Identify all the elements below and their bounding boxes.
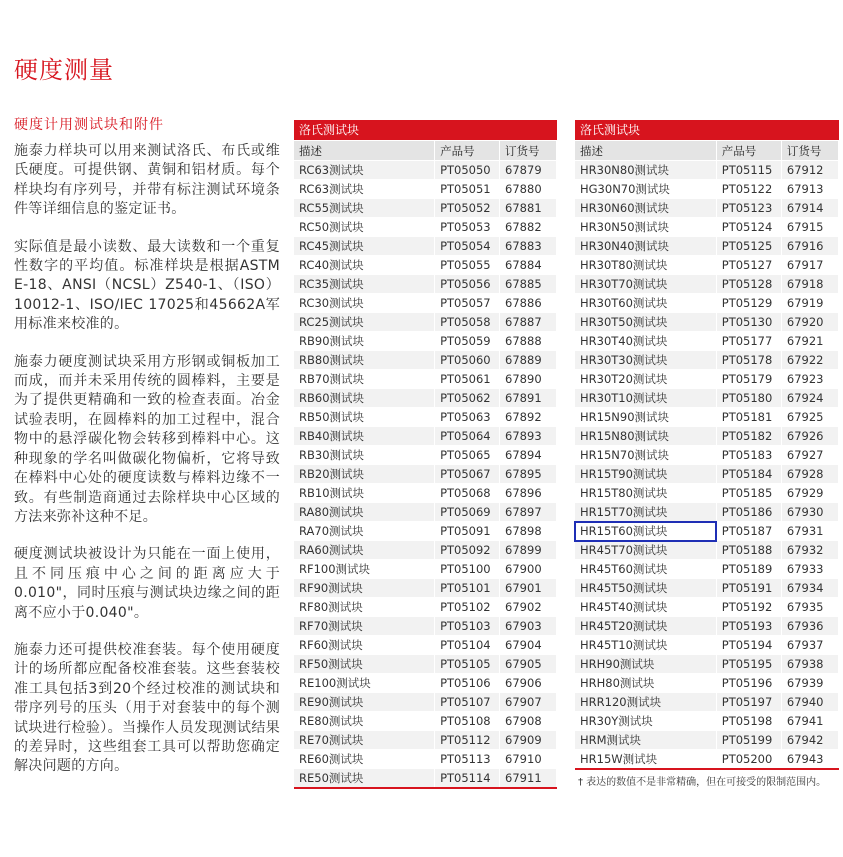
cell-order-no: 67892 bbox=[500, 408, 557, 427]
table-row bbox=[294, 579, 557, 598]
table-row bbox=[575, 332, 839, 351]
table-row bbox=[294, 389, 557, 408]
cell-order-no: 67891 bbox=[500, 389, 557, 408]
cell-order-no: 67904 bbox=[500, 636, 557, 655]
table-row bbox=[575, 408, 839, 427]
cell-description: HRH90测试块 bbox=[575, 655, 716, 674]
cell-product-no: PT05102 bbox=[435, 598, 500, 617]
cell-product-no: PT05200 bbox=[716, 750, 781, 770]
cell-product-no: PT05178 bbox=[716, 351, 781, 370]
table-row bbox=[294, 598, 557, 617]
cell-product-no: PT05107 bbox=[435, 693, 500, 712]
table-row bbox=[575, 199, 839, 218]
cell-order-no: 67888 bbox=[500, 332, 557, 351]
cell-description: HR30N40测试块 bbox=[575, 237, 716, 256]
cell-order-no: 67925 bbox=[781, 408, 838, 427]
cell-order-no: 67913 bbox=[781, 180, 838, 199]
cell-product-no: PT05056 bbox=[435, 275, 500, 294]
table-row bbox=[294, 351, 557, 370]
cell-description: HR45T10测试块 bbox=[575, 636, 716, 655]
cell-description: RF80测试块 bbox=[294, 598, 435, 617]
table-row bbox=[575, 313, 839, 332]
table-row bbox=[575, 465, 839, 484]
cell-order-no: 67893 bbox=[500, 427, 557, 446]
table-row bbox=[294, 655, 557, 674]
cell-order-no: 67914 bbox=[781, 199, 838, 218]
table-row bbox=[294, 484, 557, 503]
cell-product-no: PT05192 bbox=[716, 598, 781, 617]
cell-product-no: PT05191 bbox=[716, 579, 781, 598]
cell-description: HG30N70测试块 bbox=[575, 180, 716, 199]
cell-description: HR30T10测试块 bbox=[575, 389, 716, 408]
cell-order-no: 67902 bbox=[500, 598, 557, 617]
cell-order-no: 67906 bbox=[500, 674, 557, 693]
table-row bbox=[294, 218, 557, 237]
cell-product-no: PT05105 bbox=[435, 655, 500, 674]
column-header-description: 描述 bbox=[575, 141, 716, 161]
cell-order-no: 67883 bbox=[500, 237, 557, 256]
cell-description: HR15W测试块 bbox=[575, 750, 716, 770]
cell-product-no: PT05106 bbox=[435, 674, 500, 693]
table-row bbox=[575, 674, 839, 693]
column-header-order-no: 订货号 bbox=[500, 141, 557, 161]
cell-order-no: 67881 bbox=[500, 199, 557, 218]
cell-order-no: 67932 bbox=[781, 541, 838, 560]
cell-product-no: PT05197 bbox=[716, 693, 781, 712]
table-row bbox=[294, 522, 557, 541]
cell-order-no: 67928 bbox=[781, 465, 838, 484]
cell-description: HR30T40测试块 bbox=[575, 332, 716, 351]
cell-description: HRH80测试块 bbox=[575, 674, 716, 693]
cell-product-no: PT05061 bbox=[435, 370, 500, 389]
table-row bbox=[294, 408, 557, 427]
table-row bbox=[575, 636, 839, 655]
cell-description: HR30N50测试块 bbox=[575, 218, 716, 237]
cell-description: HR45T50测试块 bbox=[575, 579, 716, 598]
table-row bbox=[294, 332, 557, 351]
table-row bbox=[575, 180, 839, 199]
cell-order-no: 67897 bbox=[500, 503, 557, 522]
cell-description: RC25测试块 bbox=[294, 313, 435, 332]
cell-product-no: PT05101 bbox=[435, 579, 500, 598]
cell-description: RB50测试块 bbox=[294, 408, 435, 427]
cell-product-no: PT05122 bbox=[716, 180, 781, 199]
table-row bbox=[294, 446, 557, 465]
cell-description: HR30N80测试块 bbox=[575, 161, 716, 180]
column-header-product-no: 产品号 bbox=[716, 141, 781, 161]
table-row bbox=[294, 256, 557, 275]
table-row bbox=[575, 256, 839, 275]
cell-description: HR15T90测试块 bbox=[575, 465, 716, 484]
cell-order-no: 67900 bbox=[500, 560, 557, 579]
cell-description: RC63测试块 bbox=[294, 161, 435, 180]
table-row bbox=[294, 750, 557, 769]
table-row bbox=[575, 294, 839, 313]
paragraph-1: 施泰力样块可以用来测试洛氏、布氏或维氏硬度。可提供钢、黄铜和铝材质。每个样块均有序列号，并带有标注测试环境条件等详细信息的鉴定证书。 bbox=[14, 143, 280, 218]
cell-description: RC30测试块 bbox=[294, 294, 435, 313]
cell-product-no: PT05050 bbox=[435, 161, 500, 180]
cell-description: RC40测试块 bbox=[294, 256, 435, 275]
cell-product-no: PT05186 bbox=[716, 503, 781, 522]
cell-description: HR15T70测试块 bbox=[575, 503, 716, 522]
table-row bbox=[575, 503, 839, 522]
cell-product-no: PT05184 bbox=[716, 465, 781, 484]
cell-product-no: PT05187 bbox=[716, 522, 781, 541]
cell-order-no: 67934 bbox=[781, 579, 838, 598]
cell-product-no: PT05194 bbox=[716, 636, 781, 655]
cell-order-no: 67915 bbox=[781, 218, 838, 237]
table-row bbox=[294, 560, 557, 579]
cell-product-no: PT05185 bbox=[716, 484, 781, 503]
test-block-table bbox=[294, 141, 557, 789]
table-row bbox=[294, 294, 557, 313]
cell-description: HR30Y测试块 bbox=[575, 712, 716, 731]
cell-description: RE60测试块 bbox=[294, 750, 435, 769]
cell-order-no: 67905 bbox=[500, 655, 557, 674]
table-row bbox=[575, 446, 839, 465]
cell-product-no: PT05196 bbox=[716, 674, 781, 693]
cell-description: RB20测试块 bbox=[294, 465, 435, 484]
table-row bbox=[294, 541, 557, 560]
cell-order-no: 67894 bbox=[500, 446, 557, 465]
cell-description: HR15T80测试块 bbox=[575, 484, 716, 503]
cell-order-no: 67942 bbox=[781, 731, 838, 750]
cell-product-no: PT05060 bbox=[435, 351, 500, 370]
cell-order-no: 67912 bbox=[781, 161, 838, 180]
cell-product-no: PT05104 bbox=[435, 636, 500, 655]
table-row bbox=[294, 313, 557, 332]
cell-order-no: 67916 bbox=[781, 237, 838, 256]
paragraph-2: 实际值是最小读数、最大读数和一个重复性数字的平均值。标准样块是根据ASTM E-18、ANSI（NCSL）Z540-1、（ISO）10012-1、ISO/IEC 17025和45662A军用标准来校准的。 bbox=[14, 238, 280, 333]
table-row bbox=[294, 199, 557, 218]
cell-description: HR15N90测试块 bbox=[575, 408, 716, 427]
cell-description: HR30T50测试块 bbox=[575, 313, 716, 332]
cell-product-no: PT05198 bbox=[716, 712, 781, 731]
table-row bbox=[575, 484, 839, 503]
cell-order-no: 67931 bbox=[781, 522, 838, 541]
table-row bbox=[575, 693, 839, 712]
cell-order-no: 67924 bbox=[781, 389, 838, 408]
cell-product-no: PT05059 bbox=[435, 332, 500, 351]
cell-description: RB40测试块 bbox=[294, 427, 435, 446]
cell-order-no: 67941 bbox=[781, 712, 838, 731]
cell-description: RF70测试块 bbox=[294, 617, 435, 636]
cell-description: HR15T60测试块 bbox=[575, 522, 716, 541]
cell-order-no: 67922 bbox=[781, 351, 838, 370]
cell-order-no: 67903 bbox=[500, 617, 557, 636]
cell-description: RE50测试块 bbox=[294, 769, 435, 789]
cell-description: HR15N80测试块 bbox=[575, 427, 716, 446]
cell-product-no: PT05069 bbox=[435, 503, 500, 522]
cell-order-no: 67940 bbox=[781, 693, 838, 712]
cell-product-no: PT05103 bbox=[435, 617, 500, 636]
cell-order-no: 67880 bbox=[500, 180, 557, 199]
cell-description: HRM测试块 bbox=[575, 731, 716, 750]
section-heading: 硬度计用测试块和附件 bbox=[14, 117, 164, 133]
cell-order-no: 67936 bbox=[781, 617, 838, 636]
cell-description: RA70测试块 bbox=[294, 522, 435, 541]
cell-order-no: 67933 bbox=[781, 560, 838, 579]
paragraph-4: 硬度测试块被设计为只能在一面上使用，且不同压痕中心之间的距离应大于0.010"，同时压痕与测试块边缘之间的距离不应小于0.040"。 bbox=[14, 546, 280, 621]
cell-order-no: 67882 bbox=[500, 218, 557, 237]
table-row bbox=[294, 693, 557, 712]
cell-description: RA60测试块 bbox=[294, 541, 435, 560]
cell-product-no: PT05189 bbox=[716, 560, 781, 579]
table-row bbox=[575, 579, 839, 598]
cell-product-no: PT05177 bbox=[716, 332, 781, 351]
cell-description: RE80测试块 bbox=[294, 712, 435, 731]
cell-product-no: PT05108 bbox=[435, 712, 500, 731]
cell-description: HRR120测试块 bbox=[575, 693, 716, 712]
cell-order-no: 67884 bbox=[500, 256, 557, 275]
cell-description: RA80测试块 bbox=[294, 503, 435, 522]
table-row bbox=[294, 427, 557, 446]
table-row bbox=[294, 617, 557, 636]
page-title: 硬度测量 bbox=[14, 56, 114, 84]
cell-description: RF100测试块 bbox=[294, 560, 435, 579]
table-row bbox=[575, 541, 839, 560]
cell-description: HR30T30测试块 bbox=[575, 351, 716, 370]
cell-description: HR30N60测试块 bbox=[575, 199, 716, 218]
table-title: 洛氏测试块 bbox=[575, 120, 839, 141]
cell-product-no: PT05127 bbox=[716, 256, 781, 275]
cell-description: RF50测试块 bbox=[294, 655, 435, 674]
cell-product-no: PT05193 bbox=[716, 617, 781, 636]
cell-product-no: PT05057 bbox=[435, 294, 500, 313]
table-row bbox=[294, 465, 557, 484]
cell-product-no: PT05058 bbox=[435, 313, 500, 332]
cell-description: HR45T60测试块 bbox=[575, 560, 716, 579]
column-header-product-no: 产品号 bbox=[435, 141, 500, 161]
cell-order-no: 67887 bbox=[500, 313, 557, 332]
cell-product-no: PT05064 bbox=[435, 427, 500, 446]
table-row bbox=[575, 731, 839, 750]
table-row bbox=[575, 522, 839, 541]
cell-order-no: 67939 bbox=[781, 674, 838, 693]
cell-order-no: 67917 bbox=[781, 256, 838, 275]
table-row bbox=[294, 769, 557, 789]
table-row bbox=[294, 731, 557, 750]
cell-order-no: 67909 bbox=[500, 731, 557, 750]
test-block-table bbox=[575, 141, 839, 770]
cell-product-no: PT05123 bbox=[716, 199, 781, 218]
rockwell-table-left bbox=[294, 120, 557, 789]
cell-product-no: PT05100 bbox=[435, 560, 500, 579]
cell-description: HR45T40测试块 bbox=[575, 598, 716, 617]
cell-product-no: PT05179 bbox=[716, 370, 781, 389]
cell-order-no: 67890 bbox=[500, 370, 557, 389]
table-row bbox=[575, 161, 839, 180]
cell-order-no: 67885 bbox=[500, 275, 557, 294]
cell-product-no: PT05124 bbox=[716, 218, 781, 237]
cell-order-no: 67907 bbox=[500, 693, 557, 712]
cell-product-no: PT05054 bbox=[435, 237, 500, 256]
cell-product-no: PT05055 bbox=[435, 256, 500, 275]
cell-product-no: PT05091 bbox=[435, 522, 500, 541]
cell-product-no: PT05113 bbox=[435, 750, 500, 769]
cell-description: RE70测试块 bbox=[294, 731, 435, 750]
rockwell-table-right bbox=[575, 120, 839, 790]
cell-order-no: 67886 bbox=[500, 294, 557, 313]
cell-description: HR30T60测试块 bbox=[575, 294, 716, 313]
cell-product-no: PT05063 bbox=[435, 408, 500, 427]
cell-product-no: PT05125 bbox=[716, 237, 781, 256]
cell-product-no: PT05129 bbox=[716, 294, 781, 313]
table-row bbox=[294, 370, 557, 389]
cell-order-no: 67930 bbox=[781, 503, 838, 522]
cell-product-no: PT05182 bbox=[716, 427, 781, 446]
table-row bbox=[575, 389, 839, 408]
table-row bbox=[575, 655, 839, 674]
cell-product-no: PT05130 bbox=[716, 313, 781, 332]
cell-description: HR15N70测试块 bbox=[575, 446, 716, 465]
cell-description: RB80测试块 bbox=[294, 351, 435, 370]
table-row bbox=[575, 218, 839, 237]
table-row bbox=[575, 617, 839, 636]
table-row bbox=[575, 750, 839, 770]
cell-product-no: PT05183 bbox=[716, 446, 781, 465]
intro-column bbox=[14, 110, 280, 795]
cell-description: HR45T70测试块 bbox=[575, 541, 716, 560]
table-row bbox=[294, 237, 557, 256]
table-row bbox=[294, 674, 557, 693]
cell-description: RB60测试块 bbox=[294, 389, 435, 408]
cell-product-no: PT05128 bbox=[716, 275, 781, 294]
cell-order-no: 67899 bbox=[500, 541, 557, 560]
cell-product-no: PT05068 bbox=[435, 484, 500, 503]
cell-description: RB10测试块 bbox=[294, 484, 435, 503]
table-row bbox=[575, 712, 839, 731]
cell-order-no: 67919 bbox=[781, 294, 838, 313]
table-row bbox=[294, 180, 557, 199]
table-row bbox=[294, 503, 557, 522]
cell-order-no: 67918 bbox=[781, 275, 838, 294]
cell-product-no: PT05195 bbox=[716, 655, 781, 674]
cell-description: HR30T70测试块 bbox=[575, 275, 716, 294]
cell-description: HR30T20测试块 bbox=[575, 370, 716, 389]
cell-order-no: 67898 bbox=[500, 522, 557, 541]
cell-description: RC50测试块 bbox=[294, 218, 435, 237]
cell-order-no: 67935 bbox=[781, 598, 838, 617]
cell-order-no: 67908 bbox=[500, 712, 557, 731]
cell-description: RB30测试块 bbox=[294, 446, 435, 465]
cell-order-no: 67923 bbox=[781, 370, 838, 389]
cell-product-no: PT05112 bbox=[435, 731, 500, 750]
cell-product-no: PT05199 bbox=[716, 731, 781, 750]
cell-order-no: 67943 bbox=[781, 750, 838, 770]
table-row bbox=[294, 636, 557, 655]
cell-description: RE100测试块 bbox=[294, 674, 435, 693]
table-row bbox=[294, 712, 557, 731]
cell-product-no: PT05062 bbox=[435, 389, 500, 408]
cell-order-no: 67920 bbox=[781, 313, 838, 332]
cell-description: RB70测试块 bbox=[294, 370, 435, 389]
cell-order-no: 67938 bbox=[781, 655, 838, 674]
cell-product-no: PT05188 bbox=[716, 541, 781, 560]
cell-order-no: 67937 bbox=[781, 636, 838, 655]
cell-product-no: PT05114 bbox=[435, 769, 500, 789]
cell-description: RC63测试块 bbox=[294, 180, 435, 199]
cell-order-no: 67927 bbox=[781, 446, 838, 465]
table-row bbox=[575, 237, 839, 256]
cell-description: RC55测试块 bbox=[294, 199, 435, 218]
table-row bbox=[575, 598, 839, 617]
table-row bbox=[575, 427, 839, 446]
column-header-order-no: 订货号 bbox=[781, 141, 838, 161]
cell-order-no: 67895 bbox=[500, 465, 557, 484]
table-title: 洛氏测试块 bbox=[294, 120, 557, 141]
cell-product-no: PT05052 bbox=[435, 199, 500, 218]
cell-description: RF60测试块 bbox=[294, 636, 435, 655]
cell-product-no: PT05115 bbox=[716, 161, 781, 180]
cell-description: RC45测试块 bbox=[294, 237, 435, 256]
table-row bbox=[575, 370, 839, 389]
cell-order-no: 67896 bbox=[500, 484, 557, 503]
table-footnote: † 表达的数值不是非常精确，但在可接受的限制范围内。 bbox=[578, 777, 827, 788]
cell-product-no: PT05051 bbox=[435, 180, 500, 199]
cell-description: HR45T20测试块 bbox=[575, 617, 716, 636]
table-row bbox=[575, 275, 839, 294]
paragraph-3: 施泰力硬度测试块采用方形钢或铜板加工而成，而并未采用传统的圆棒料，主要是为了提供更精确和一致的检查表面。冶金试验表明，在圆棒料的加工过程中，混合物中的悬浮碳化物会转移到棒料中心。这种现象的学名叫做碳化物偏析，它将导致在棒料中心处的硬度读数与棒料边缘不一致。有些制造商通过去除样块中心区域的方法来弥补这种不足。 bbox=[14, 353, 280, 525]
cell-order-no: 67910 bbox=[500, 750, 557, 769]
cell-product-no: PT05065 bbox=[435, 446, 500, 465]
paragraph-5: 施泰力还可提供校准套装。每个使用硬度计的场所都应配备校准套装。这些套装校准工具包括3到20个经过校准的测试块和带序列号的压头（用于对套装中的每个测试块进行检验）。当操作人员发现测试结果的差异时，这些组套工具可以帮助您确定解决问题的方向。 bbox=[14, 641, 280, 775]
cell-product-no: PT05092 bbox=[435, 541, 500, 560]
table-row bbox=[294, 275, 557, 294]
cell-product-no: PT05180 bbox=[716, 389, 781, 408]
cell-description: RF90测试块 bbox=[294, 579, 435, 598]
table-row bbox=[575, 351, 839, 370]
cell-order-no: 67911 bbox=[500, 769, 557, 789]
cell-description: RE90测试块 bbox=[294, 693, 435, 712]
cell-description: RC35测试块 bbox=[294, 275, 435, 294]
table-row bbox=[294, 161, 557, 180]
cell-order-no: 67929 bbox=[781, 484, 838, 503]
cell-order-no: 67901 bbox=[500, 579, 557, 598]
cell-order-no: 67921 bbox=[781, 332, 838, 351]
cell-description: HR30T80测试块 bbox=[575, 256, 716, 275]
cell-order-no: 67889 bbox=[500, 351, 557, 370]
cell-description: RB90测试块 bbox=[294, 332, 435, 351]
cell-order-no: 67926 bbox=[781, 427, 838, 446]
table-row bbox=[575, 560, 839, 579]
cell-product-no: PT05181 bbox=[716, 408, 781, 427]
cell-product-no: PT05053 bbox=[435, 218, 500, 237]
column-header-description: 描述 bbox=[294, 141, 435, 161]
cell-product-no: PT05067 bbox=[435, 465, 500, 484]
cell-order-no: 67879 bbox=[500, 161, 557, 180]
